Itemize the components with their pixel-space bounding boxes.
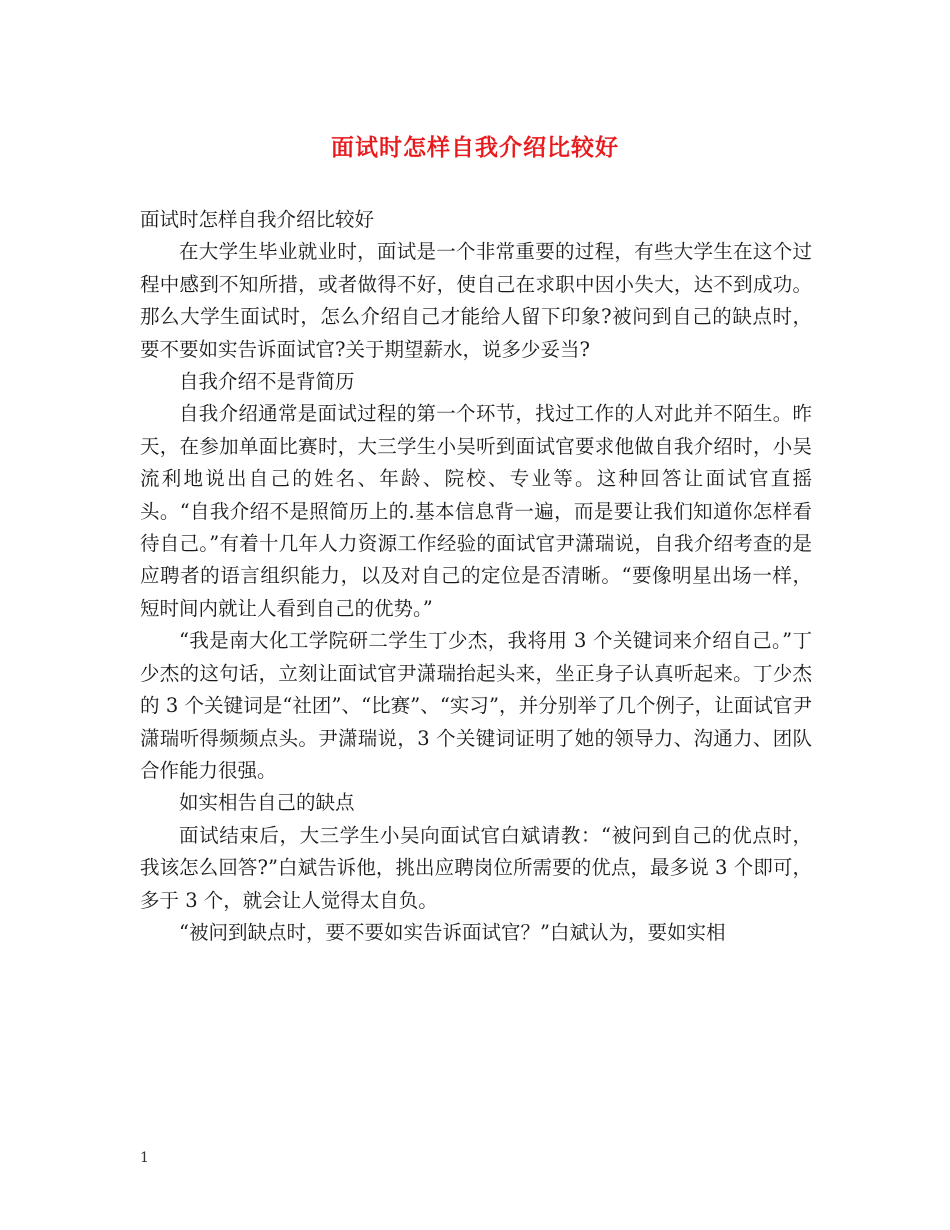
paragraph-keywords: “我是南大化工学院研二学生丁少杰，我将用 3 个关键词来介绍自己。”丁少杰的这句话，立刻让面试官尹潇瑞抬起头来，坐正身子认真听起来。丁少杰的 3 个关键词是“社团”、“比赛”、“实习”，并分别举了几个例子，让面试官尹潇瑞听得频频点头。尹潇瑞说，3 个关键词证明了她的领导力、沟通力、团队合作能力很强。 — [140, 629, 812, 782]
page-number: 1 — [140, 1150, 149, 1166]
paragraph-strengths: 面试结束后，大三学生小吴向面试官白斌请教：“被问到自己的优点时，我该怎么回答?”白斌告诉他，挑出应聘岗位所需要的优点，最多说 3 个即可，多于 3 个，就会让人觉得太自负。 — [140, 823, 812, 912]
paragraph-self-intro: 自我介绍通常是面试过程的第一个环节，找过工作的人对此并不陌生。昨天，在参加单面比赛时，大三学生小吴听到面试官要求他做自我介绍时，小吴流利地说出自己的姓名、年龄、院校、专业等。这种回答让面试官直摇头。“自我介绍不是照简历上的.基本信息背一遍，而是要让我们知道你怎样看待自己。”有着十几年人力资源工作经验的面试官尹潇瑞说，自我介绍考查的是应聘者的语言组织能力，以及对自己的定位是否清晰。“要像明星出场一样，短时间内就让人看到自己的优势。” — [140, 402, 812, 620]
document-body — [140, 204, 812, 949]
section-heading-weakness: 如实相告自己的缺点 — [179, 791, 355, 815]
paragraph-weakness: “被问到缺点时，要不要如实告诉面试官？”白斌认为，要如实相 — [179, 920, 726, 944]
document-title: 面试时怎样自我介绍比较好 — [331, 134, 619, 161]
section-heading-self-intro: 自我介绍不是背简历 — [179, 370, 355, 394]
paragraph-intro: 在大学生毕业就业时，面试是一个非常重要的过程，有些大学生在这个过程中感到不知所措，或者做得不好，使自己在求职中因小失大，达不到成功。那么大学生面试时，怎么介绍自己才能给人留下印象?被问到自己的缺点时，要不要如实告诉面试官?关于期望薪水，说多少妥当? — [140, 240, 812, 361]
paragraph-subtitle: 面试时怎样自我介绍比较好 — [140, 208, 375, 231]
